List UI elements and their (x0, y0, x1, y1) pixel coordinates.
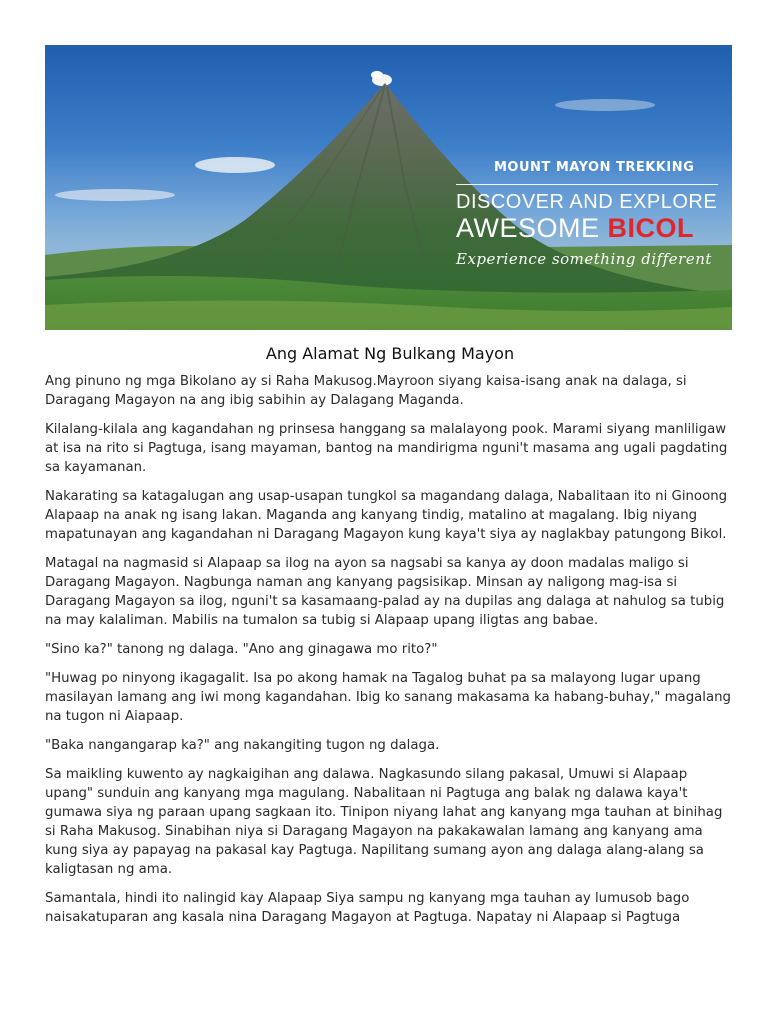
banner-headline-line2 (456, 214, 718, 242)
article-paragraph-3: Nakarating sa katagalugan ang usap-usapan tungkol sa magandang dalaga, Nabalitaan ito ni Ginoong Alapaap na anak ng isang lakan. Maganda ang kanyang tindig, matalino at magalang. Ibig niyang mapatunayan ang kagandahan ni Daragang Magayon kung kaya't siya ay naglakbay patungong Bikol. (45, 489, 728, 542)
banner-divider (456, 184, 718, 185)
article-paragraph-8: Sa maikling kuwento ay nagkaigihan ang dalawa. Nagkasundo silang pakasal, Umuwi si Alapaap upang" sunduin ang kanyang mga magulang. Nabalitaan ni Pagtuga ang balak ng dalawa kaya't gumawa siya ng paraan upang sagkaan ito. Tinipon niyang lahat ang kanyang mga tauhan at binihag si Raha Makusog. Sinabihan niya si Daragang Magayon na pakakawalan lamang ang kanyang ama kung siya ay papayag na pakasal kay Pagtuga. Napilitang sumang ayon ang dalaga alang-alang sa kaligtasan ng ama. (45, 767, 723, 877)
article-title: Ang Alamat Ng Bulkang Mayon (265, 344, 515, 363)
banner-subtitle: MOUNT MAYON TREKKING (494, 160, 695, 175)
article-paragraph-2: Kilalang-kilala ang kagandahan ng prinsesa hanggang sa malalayong pook. Marami siyang manliligaw at isa na rito si Pagtuga, isang mayaman, bantog na mandirigma nguni't masama ang ugali pagdating sa kayamanan. (45, 422, 728, 475)
banner-tagline: Experience something different (456, 250, 712, 268)
article-body (45, 344, 735, 937)
article-paragraph-9: Samantala, hindi ito nalingid kay Alapaap Siya sampu ng kanyang mga tauhan ay lumusob bago naisakatuparan ang kasala nina Daragang Magayon at Pagtuga. Napatay ni Alapaap si Pagtuga (45, 891, 690, 925)
banner-headline-accent: BICOL (607, 213, 695, 243)
header-banner (45, 45, 732, 330)
article-paragraph-5: "Sino ka?" tanong ng dalaga. "Ano ang ginagawa mo rito?" (45, 642, 438, 657)
article-paragraph-4: Matagal na nagmasid si Alapaap sa ilog na ayon sa nagsabi sa kanya ay doon madalas maligo si Daragang Magayon. Nagbunga naman ang kanyang pagsisikap. Minsan ay naligong mag-isa si Daragang Magayon sa ilog, nguni't sa kasamaang-palad ay na dupilas ang dalaga at nahulog sa tubig na may kalaliman. Mabilis na tumalon sa tubig si Alapaap upang iligtas ang babae. (45, 556, 725, 628)
article-paragraph-7: "Baka nangangarap ka?" ang nakangiting tugon ng dalaga. (45, 738, 440, 753)
banner-headline-prefix: AWESOME (456, 213, 608, 243)
banner-overlay-text (456, 160, 718, 268)
banner-headline-line1: DISCOVER AND EXPLORE (456, 191, 718, 213)
article-paragraph-6: "Huwag po ninyong ikagagalit. Isa po akong hamak na Tagalog buhat pa sa malayong lugar upang masilayan lamang ang iwi mong kagandahan. Ibig ko sanang makasama ka habang-buhay," magalang na tugon ni Aiapaap. (45, 671, 731, 724)
article-paragraph-1: Ang pinuno ng mga Bikolano ay si Raha Makusog.Mayroon siyang kaisa-isang anak na dalaga, si Daragang Magayon na ang ibig sabihin ay Dalagang Maganda. (45, 374, 687, 408)
